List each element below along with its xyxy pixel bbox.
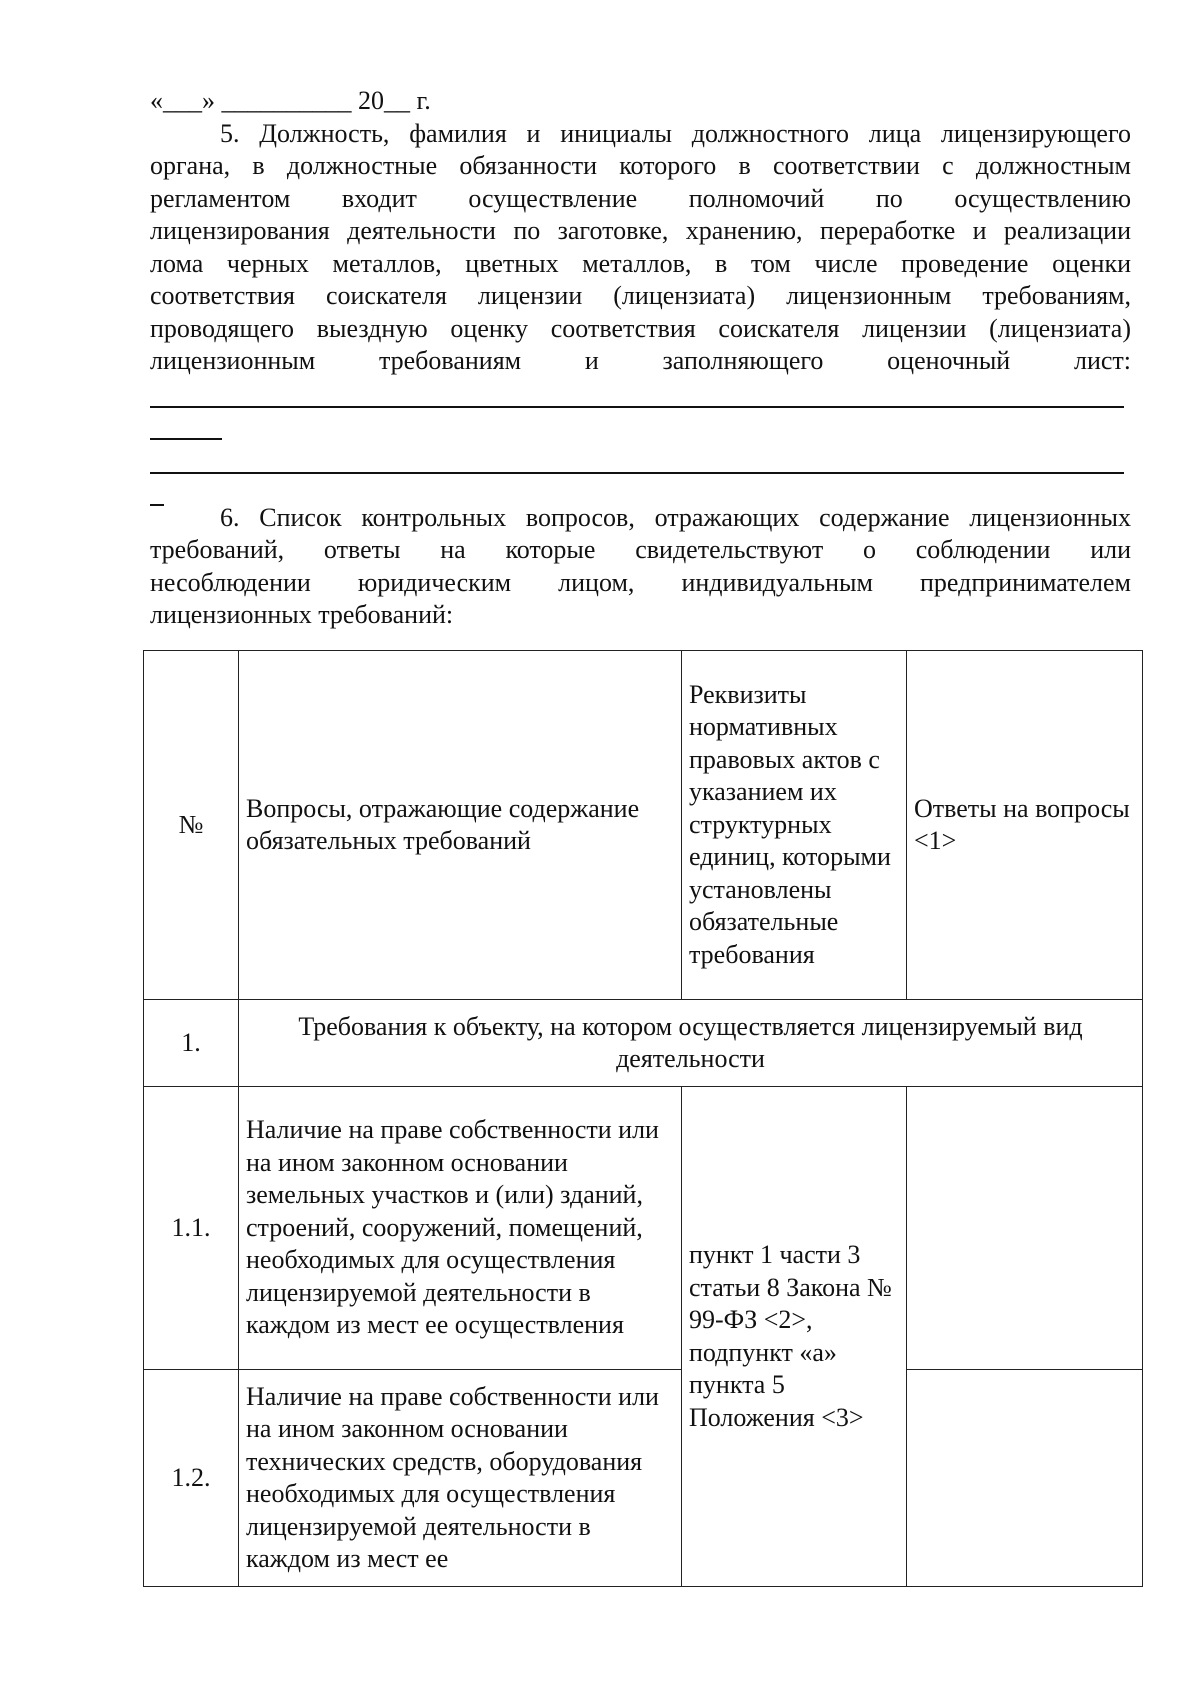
table-section-row [144,1000,1143,1087]
section-number: 1. [144,1000,239,1087]
row-requisites: пункт 1 части 3 статьи 8 Закона № 99-ФЗ <2>, подпункт «а» пункта 5 Положения <3> [682,1087,907,1587]
section-5-line: лицензионным требованиям и заполняющего оценочный лист: [150,346,1131,375]
requirements-table [143,650,1143,1587]
fill-in-line [150,438,222,440]
header-question: Вопросы, отражающие содержание обязательных требований [239,651,682,1000]
section-5-line: лома черных металлов, цветных металлов, в том числе проведение оценки [150,248,1131,278]
table-row [144,1087,1143,1370]
official-fill-in-lines [150,406,1131,506]
table-header-row [144,651,1143,1000]
section-5-line: регламентом входит осуществление полномочий по осуществлению [150,183,1131,213]
section-6-line: требований, ответы на которые свидетельствуют о соблюдении или [150,535,1131,564]
row-question: Наличие на праве собственности или на ином законном основании технических средств, оборудования необходимых для осуществления лицензируемой деятельности в каждом из мест ее [239,1370,682,1587]
section-6-line: 6. Список контрольных вопросов, отражающих содержание лицензионных [220,502,1131,532]
section-5-line: органа, в должностные обязанности которого в соответствии с должностным [150,151,1131,180]
fill-in-line [150,406,1124,408]
section-title: Требования к объекту, на котором осуществляется лицензируемый вид деятельности [239,1000,1143,1087]
section-6-line: лицензионных требований: [150,600,454,629]
row-answer-cell[interactable] [907,1370,1143,1587]
section-5 [150,118,1131,378]
section-6 [150,502,1131,632]
section-5-line: соответствия соискателя лицензии (лицензиата) лицензионным требованиям, [150,281,1131,310]
row-number: 1.1. [144,1087,239,1370]
date-line: «___» __________ 20__ г. [150,86,431,115]
header-requisites: Реквизиты нормативных правовых актов с указанием их структурных единиц, которыми установлены обязательные требования [682,651,907,1000]
document-page [150,85,1131,632]
section-5-line: лицензирования деятельности по заготовке, хранению, переработке и реализации [150,216,1131,245]
header-answers: Ответы на вопросы <1> [907,651,1143,1000]
table-row [144,1370,1143,1587]
header-number: № [144,651,239,1000]
section-5-line: 5. Должность, фамилия и инициалы должностного лица лицензирующего [220,118,1131,148]
section-5-line: проводящего выездную оценку соответствия соискателя лицензии (лицензиата) [150,313,1131,343]
row-question: Наличие на праве собственности или на ином законном основании земельных участков и (или) зданий, строений, сооружений, помещений, необходимых для осуществления лицензируемой деятельности в каждом из мест ее осуществления [239,1087,682,1370]
section-6-line: несоблюдении юридическим лицом, индивидуальным предпринимателем [150,567,1131,597]
fill-in-line [150,472,1124,474]
row-number: 1.2. [144,1370,239,1587]
row-answer-cell[interactable] [907,1087,1143,1370]
